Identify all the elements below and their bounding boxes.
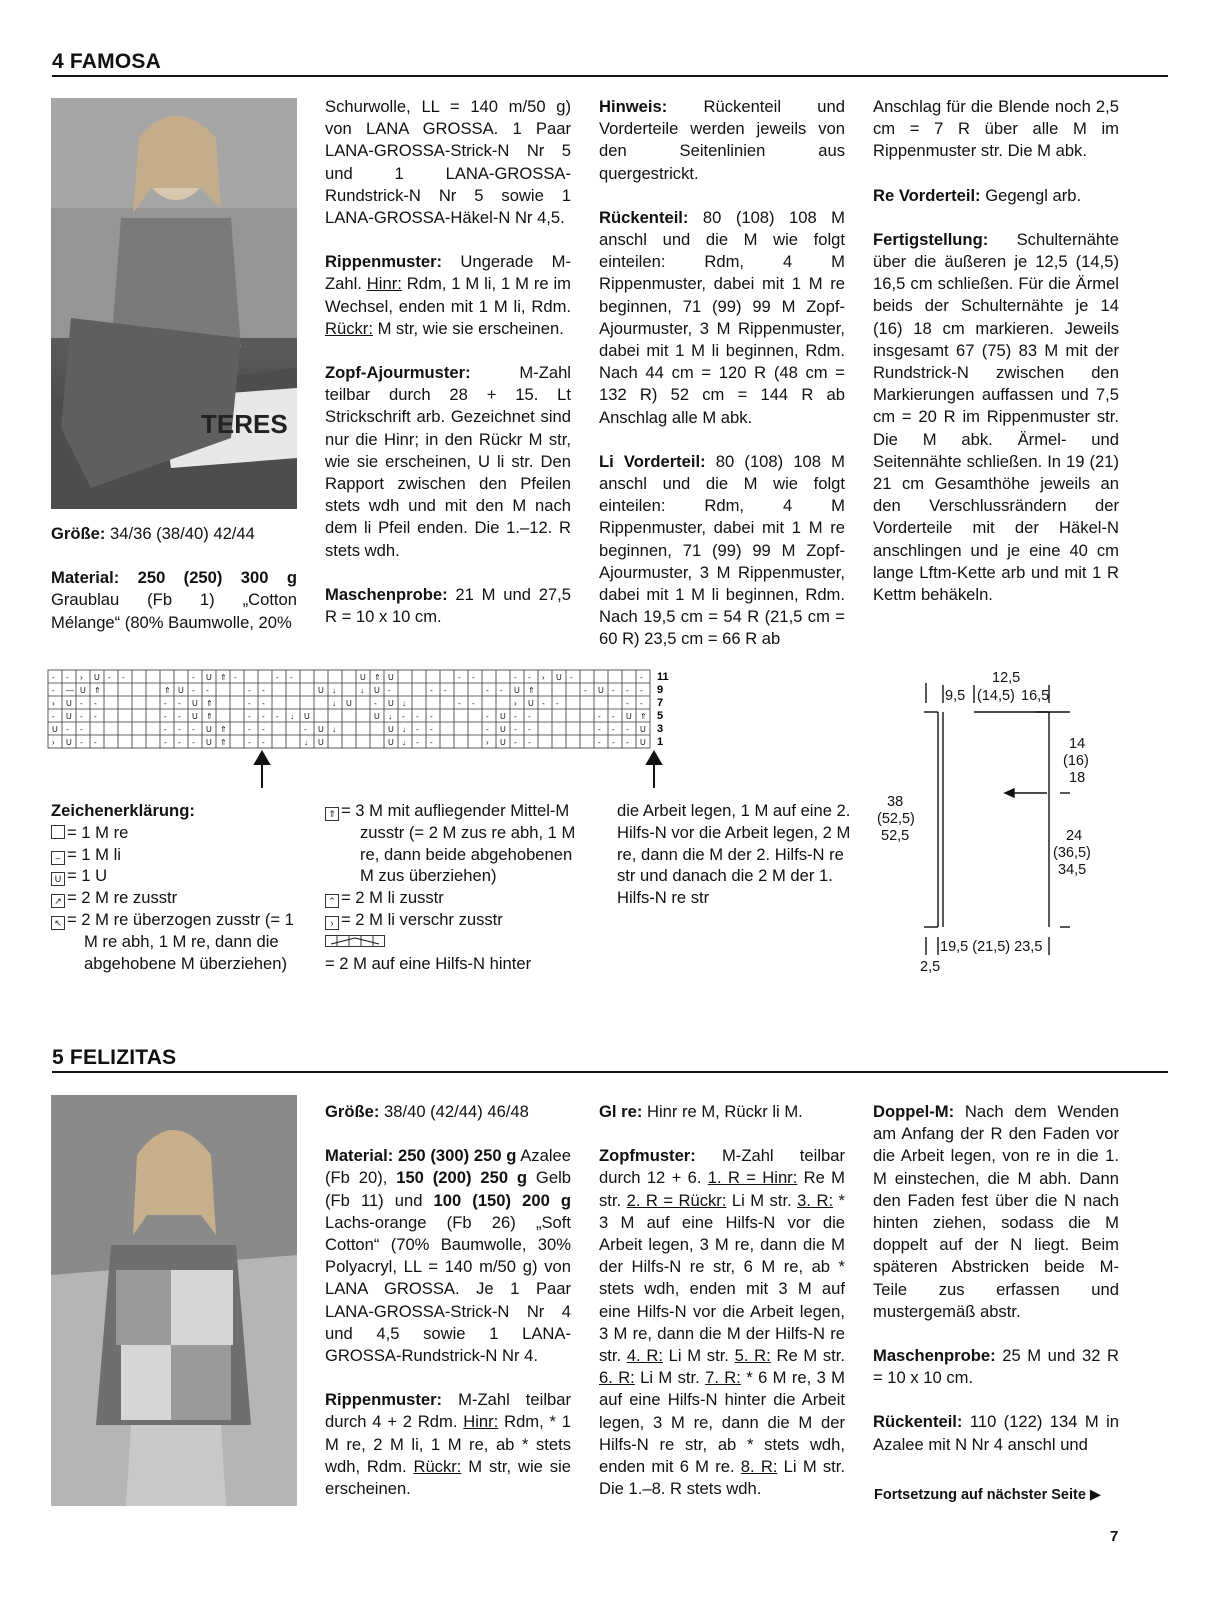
zopf-text: Li M str. <box>726 1190 798 1210</box>
rippen-label: Rippenmuster: <box>325 1390 443 1410</box>
chart-symbol: - <box>584 686 587 695</box>
chart-symbol: U <box>80 686 86 695</box>
hinr-label: Hinr: <box>463 1412 499 1432</box>
row-number: 11 <box>657 671 669 683</box>
k2tog-icon: ↗ <box>51 894 65 908</box>
zopf-text: Re M str. <box>599 1168 845 1210</box>
page-number: 7 <box>1110 1528 1119 1545</box>
chart-symbol: - <box>52 673 55 682</box>
chart-symbol: - <box>612 686 615 695</box>
chart-symbol: - <box>248 699 251 708</box>
chart-symbol: - <box>528 725 531 734</box>
chart-symbol: ↓ <box>402 738 406 747</box>
chart-symbol: - <box>94 712 97 721</box>
livt-text: 80 (108) 108 M anschl und die M wie folgt einteilen: Rdm, 4 M Rippenmuster, dabei mit 1 M re beginnen, 71 (99) 99 M Zopf-Ajourmuster, 3 M Rippenmuster, dabei mit 1 M li beginnen, Rdm. Nach 19,5 cm = 54 R (21,5 cm = 60 R) 23,5 cm = 66 R ab <box>599 451 845 649</box>
dim-top-total: 12,5 <box>992 670 1021 686</box>
legend-text: die Arbeit legen, 1 M auf eine 2. Hilfs-N vor die Arbeit legen, 2 M re, dann die M der 2. Hilfs-N re str und danach die 2 M der 1. Hilfs-N re str <box>617 801 851 908</box>
chart-symbol: - <box>262 699 265 708</box>
rippen-text: M str, wie sie erscheinen. <box>372 318 564 338</box>
chart-symbol: ↓ <box>332 699 336 708</box>
chart-symbol: - <box>486 725 489 734</box>
chart-symbol: U <box>500 712 506 721</box>
empty-square-icon <box>51 825 65 839</box>
row-number: 7 <box>657 697 664 709</box>
chart-symbol: ⇑ <box>164 686 171 695</box>
chart-symbol: - <box>94 699 97 708</box>
material-text: Gelb (Fb 11) und <box>325 1168 571 1210</box>
legend-item <box>325 931 585 953</box>
chart-symbol: ⇑ <box>206 699 213 708</box>
legend-text: = 2 M li zusstr <box>341 888 444 908</box>
chart-symbol: ⇑ <box>374 673 381 682</box>
ruecken-text: 80 (108) 108 M anschl und die M wie folgt einteilen: Rdm, 4 M Rippenmuster, dabei mit 1 M re beginnen, 71 (99) 99 M Zopf-Ajourmuster, 3 M Rippenmuster, dabei mit 1 M li beginnen, Rdm. Nach 44 cm = 120 R (48 cm = 132 R) 52 cm = 144 R ab Anschlag alle M abk. <box>599 207 845 427</box>
chart-symbol: U <box>192 712 198 721</box>
material-bold: 150 (200) 250 g <box>396 1168 528 1188</box>
chart-symbol: - <box>192 738 195 747</box>
felizitas-col3 <box>599 1101 845 1522</box>
legend-item <box>51 844 301 866</box>
legend-col2 <box>325 800 585 974</box>
zopf-text: M-Zahl teilbar durch 28 + 15. Lt Strickschrift arb. Gezeichnet sind nur die Hinr; in den Rückr M str, wie sie erscheinen, U li str. Den Rapport zwischen den Pfeilen stets wdh und mit den M nach dem li Pfeil enden. Die 1.–12. R stets wdh. <box>325 363 571 560</box>
hinweis-text: Rückenteil und Vorderteile werden jeweils von den Seitenlinien aus quergestrickt. <box>599 97 845 183</box>
groesse-label: Größe: <box>325 1102 380 1121</box>
chart-symbol: - <box>626 738 629 747</box>
chart-symbol: — <box>66 686 74 695</box>
chart-symbol: U <box>640 725 646 734</box>
dim-bottom-small: 2,5 <box>920 959 941 975</box>
u-square-icon: U <box>51 872 65 886</box>
chart-symbol: - <box>388 686 391 695</box>
chart-symbol: - <box>416 738 419 747</box>
chart-symbol: - <box>458 673 461 682</box>
chart-symbol: - <box>164 738 167 747</box>
chart-symbol: - <box>598 725 601 734</box>
row-label: 8. R: <box>740 1457 778 1477</box>
schematic-outline <box>924 683 1070 955</box>
row-label: 7. R: <box>705 1368 741 1388</box>
legend-item <box>51 865 301 887</box>
livt-label: Li Vorderteil: <box>599 451 706 471</box>
row-number: 1 <box>657 736 664 748</box>
chart-symbol: › <box>52 699 55 708</box>
revt-text: Gegengl arb. <box>980 185 1082 205</box>
material-label: Material: 250 (250) 300 g <box>51 568 297 588</box>
chart-symbol: - <box>458 699 461 708</box>
chart-symbol: - <box>528 673 531 682</box>
material-label: Material: 250 (300) 250 g <box>325 1146 517 1166</box>
row-label: 5. R: <box>734 1346 771 1366</box>
chart-symbol: ↓ <box>402 725 406 734</box>
chart-symbol: - <box>122 673 125 682</box>
photo-famosa <box>51 98 297 509</box>
chart-symbol: U <box>500 725 506 734</box>
felizitas-col4 <box>873 1101 1119 1478</box>
chart-symbol: - <box>500 686 503 695</box>
chart-symbol: - <box>626 699 629 708</box>
chart-symbol: - <box>66 673 69 682</box>
chart-symbol: ⇑ <box>220 725 227 734</box>
chart-symbol: - <box>80 699 83 708</box>
material-text: Azalee (Fb 20), <box>325 1146 571 1188</box>
row-label: 2. R = Rückr: <box>626 1190 727 1210</box>
chart-symbol: - <box>206 686 209 695</box>
legend-text: = 1 M li <box>67 844 121 864</box>
cdd-icon: ⇑ <box>325 807 339 821</box>
chart-symbol: U <box>66 712 72 721</box>
chart-symbol: - <box>472 699 475 708</box>
legend-title: Zeichenerklärung: <box>51 801 195 820</box>
fertig-text: Schulternähte über die äußeren je 12,5 (14,5) 16,5 cm schließen. Für die Ärmel beids der Schulternähte je 14 (16) 18 cm markieren. Jeweils insgesamt 67 (75) 83 M mit der Rundstrick-N zwischen den Markierungen auffassen und 7,5 cm = 20 R im Rippenmuster str. Die M abk. Ärmel- und Seitennähte schließen. In 19 (21) 21 cm Gesamthöhe jeweils an den Verschlussrändern der Vorderteile mit der Häkel-N anschlingen und je eine 40 cm lange Lftm-Kette arb und mit 1 R Kettm behäkeln. <box>873 229 1119 605</box>
legend-item <box>51 822 301 844</box>
chart-symbol: - <box>262 712 265 721</box>
dim-right-bottom: 24 <box>1066 828 1083 844</box>
chart-symbol: - <box>52 686 55 695</box>
hinr-label: Hinr: <box>366 274 402 294</box>
chart-symbol: U <box>360 673 366 682</box>
row-number: 9 <box>657 684 664 696</box>
chart-symbol: - <box>262 686 265 695</box>
chart-symbol: - <box>402 712 405 721</box>
chart-symbol: - <box>164 712 167 721</box>
legend-text: = 2 M auf eine Hilfs-N hinter <box>325 953 532 973</box>
rippen-text: M str, wie sie erscheinen. <box>325 1456 571 1499</box>
zopf-text: Re M str. <box>770 1346 846 1366</box>
chart-symbol: ↓ <box>360 686 364 695</box>
chart-symbol: - <box>486 686 489 695</box>
chart-symbol: - <box>262 725 265 734</box>
chart-symbol: U <box>598 686 604 695</box>
zopf-text: * 6 M re, 3 M auf eine Hilfs-N hinter die Arbeit legen, 3 M re, dann die M der Hilfs-N re str, ab * stets wdh, enden mit 6 M re. <box>599 1368 845 1477</box>
legend-text: = 1 U <box>67 866 108 886</box>
chart-symbol: - <box>416 725 419 734</box>
legend-item <box>51 887 301 909</box>
legend-text: = 2 M re überzogen zusstr (= 1 M re abh, 1 M re, dann die abgehobene M überziehen) <box>67 909 294 973</box>
chart-symbol: - <box>66 725 69 734</box>
groesse-value: 34/36 (38/40) 42/44 <box>105 524 255 543</box>
chart-symbol: ↓ <box>388 712 392 721</box>
zopf-text: * 3 M auf eine Hilfs-N vor die Arbeit legen, 3 M re, dann die M der Hilfs-N re str, 6 M re, ab * stets wdh, enden mit 3 M auf eine Hilfs-N vor die Arbeit legen, 3 M re, dann die M der Hilfs-N re str. <box>599 1190 845 1366</box>
chart-symbol: - <box>248 725 251 734</box>
chart-symbol: - <box>178 712 181 721</box>
chart-symbol: - <box>248 686 251 695</box>
chart-symbol: U <box>374 686 380 695</box>
p2tog-tbl-icon: › <box>325 916 339 930</box>
chart-symbol: - <box>164 699 167 708</box>
zopf-label: Zopfmuster: <box>599 1146 696 1166</box>
chart-symbol: - <box>640 673 643 682</box>
chart-symbol: U <box>500 738 506 747</box>
section-title-famosa: 4 FAMOSA <box>52 50 161 73</box>
chart-symbol: U <box>206 725 212 734</box>
chart-symbol: ↓ <box>304 738 308 747</box>
chart-symbol: - <box>276 673 279 682</box>
dim-bottom-main: 19,5 (21,5) 23,5 <box>940 939 1043 955</box>
chart-symbol: - <box>94 738 97 747</box>
legend-text: = 2 M li verschr zusstr <box>341 909 503 929</box>
chart-symbol: U <box>192 699 198 708</box>
probe-label: Maschenprobe: <box>873 1346 996 1366</box>
chart-symbol: U <box>304 712 310 721</box>
chart-symbol: U <box>388 725 394 734</box>
probe-label: Maschenprobe: <box>325 584 448 604</box>
chart-symbol: - <box>108 673 111 682</box>
chart-symbol: ⇑ <box>220 673 227 682</box>
chart-symbol: - <box>80 712 83 721</box>
chart-symbol: - <box>416 712 419 721</box>
chart-symbol: - <box>276 712 279 721</box>
chart-symbol: - <box>626 686 629 695</box>
zopf-text: Li M str. Die 1.–8. R stets wdh. <box>599 1457 845 1499</box>
row-label: 6. R: <box>599 1368 635 1388</box>
chart-symbol: U <box>318 725 324 734</box>
doppel-label: Doppel-M: <box>873 1102 955 1121</box>
knitting-chart <box>46 668 686 793</box>
zopf-label: Zopf-Ajourmuster: <box>325 363 471 383</box>
chart-symbol: U <box>52 725 58 734</box>
fertig-label: Fertigstellung: <box>873 229 989 249</box>
chart-symbol: - <box>304 725 307 734</box>
photo-felizitas <box>51 1095 297 1506</box>
legend-item <box>325 909 585 931</box>
famosa-col1 <box>51 523 297 656</box>
chart-symbol: - <box>430 712 433 721</box>
dim-right-top: 14 <box>1069 736 1086 752</box>
continue-note[interactable]: Fortsetzung auf nächster Seite ▶ <box>874 1487 1102 1503</box>
chart-symbol: ↓ <box>332 686 336 695</box>
chart-symbol: - <box>528 712 531 721</box>
photo-famosa-illustration <box>51 98 297 509</box>
chart-symbol: - <box>640 686 643 695</box>
chart-symbol: - <box>430 738 433 747</box>
chart-symbol: ↓ <box>402 699 406 708</box>
chart-symbol: - <box>612 712 615 721</box>
chart-symbol: U <box>528 699 534 708</box>
chart-symbol: - <box>542 699 545 708</box>
chart-symbol: - <box>234 673 237 682</box>
chart-symbol: U <box>206 738 212 747</box>
legend-col1 <box>51 800 301 974</box>
section-title-felizitas: 5 FELIZITAS <box>52 1046 177 1069</box>
probe-text: 21 M und 27,5 R = 10 x 10 cm. <box>325 584 571 627</box>
chart-symbol: - <box>164 725 167 734</box>
rueckr-label: Rückr: <box>413 1456 462 1476</box>
chart-symbol: ⇑ <box>640 712 647 721</box>
legend-text: = 3 M mit aufliegender Mittel-M zusstr (= 2 M zus re abh, 1 M re, dann beide abgehobenen M zus überziehen) <box>341 801 576 886</box>
dim-left: 52,5 <box>881 828 910 844</box>
ruecken-text: 110 (122) 134 M in Azalee mit N Nr 4 anschl und <box>873 1412 1119 1454</box>
garment-schematic <box>860 665 1130 985</box>
chart-symbol: - <box>192 686 195 695</box>
chart-symbol: U <box>206 673 212 682</box>
dim-top-seg2: (14,5) <box>977 688 1015 704</box>
chart-symbol: U <box>556 673 562 682</box>
chart-symbol: U <box>388 699 394 708</box>
chart-symbol: ⇑ <box>220 738 227 747</box>
rueckr-label: Rückr: <box>325 318 373 338</box>
chart-symbol: - <box>486 712 489 721</box>
chart-symbol: - <box>598 712 601 721</box>
chart-symbol: U <box>346 699 352 708</box>
chart-symbol: ↓ <box>332 725 336 734</box>
chart-symbol: - <box>178 699 181 708</box>
schematic-arrow <box>1005 789 1047 797</box>
cable-icon <box>325 935 385 947</box>
dim-top-seg1: 9,5 <box>945 688 966 704</box>
dim-left: 38 <box>887 794 904 810</box>
chart-symbol: - <box>514 712 517 721</box>
chart-symbol: U <box>640 738 646 747</box>
chart-symbol: - <box>640 699 643 708</box>
chart-symbol: U <box>388 673 394 682</box>
chart-symbol: - <box>248 738 251 747</box>
hinweis-label: Hinweis: <box>599 97 668 116</box>
chart-symbol: › <box>514 699 517 708</box>
chart-symbol: - <box>262 738 265 747</box>
legend-col3 <box>617 800 852 909</box>
legend-item <box>325 953 585 975</box>
row-label: 4. R: <box>626 1346 663 1366</box>
famosa-col3 <box>599 96 845 673</box>
chart-symbol: U <box>374 712 380 721</box>
chart-symbol: - <box>178 725 181 734</box>
dim-left: (52,5) <box>877 811 915 827</box>
chart-symbol: - <box>52 712 55 721</box>
chart-symbol: - <box>192 673 195 682</box>
legend-text: = 2 M re zusstr <box>67 888 178 908</box>
zopf-text: Li M str. <box>662 1346 735 1366</box>
chart-symbol: - <box>248 712 251 721</box>
material-bold: 100 (150) 200 g <box>433 1190 571 1210</box>
chart-symbol: - <box>444 686 447 695</box>
chart-symbol: ⇑ <box>94 686 101 695</box>
chart-symbol: - <box>514 725 517 734</box>
chart-symbol: - <box>514 738 517 747</box>
chart-symbol: - <box>472 673 475 682</box>
chart-symbol: U <box>318 738 324 747</box>
chart-symbol: - <box>556 699 559 708</box>
row-label: 3. R: <box>797 1190 834 1210</box>
chart-symbol: U <box>514 686 520 695</box>
chart-symbol: U <box>318 686 324 695</box>
material-text: Lachs-orange (Fb 26) „Soft Cotton“ (70% Baumwolle, 30% Polyacryl, LL = 140 m/50 g) von LANA GROSSA. Je 1 Paar LANA-GROSSA-Strick-N Nr 4 und 4,5 sowie 1 LANA-GROSSA-Rundstrick-N Nr 4. <box>325 1212 571 1366</box>
chart-symbol: - <box>570 673 573 682</box>
dim-right-top: (16) <box>1063 753 1089 769</box>
revt-label: Re Vorderteil: <box>873 185 981 205</box>
chart-symbol: - <box>528 738 531 747</box>
rippen-label: Rippenmuster: <box>325 252 443 272</box>
row-number: 5 <box>657 710 664 722</box>
chart-symbol: ↓ <box>290 712 294 721</box>
rippen-text: M-Zahl teilbar durch 4 + 2 Rdm. <box>325 1390 571 1432</box>
material-cont: Schurwolle, LL = 140 m/50 g) von LANA GROSSA. 1 Paar LANA-GROSSA-Strick-N Nr 5 und 1 LANA-GROSSA-Rundstrick-N Nr 5 sowie 1 LANA-GROSSA-Häkel-N Nr 4,5. <box>325 97 571 228</box>
zopf-text: Li M str. <box>634 1368 706 1388</box>
chart-symbol: U <box>66 699 72 708</box>
p2tog-icon: ⌃ <box>325 894 339 908</box>
chart-symbol: - <box>80 738 83 747</box>
glre-text: Hinr re M, Rückr li M. <box>642 1102 803 1121</box>
chart-symbol: ⇑ <box>528 686 535 695</box>
chart-symbol: › <box>486 738 489 747</box>
dim-top-seg3: 16,5 <box>1021 688 1050 704</box>
chart-symbol: - <box>430 686 433 695</box>
livt-cont: Anschlag für die Blende noch 2,5 cm = 7 R über alle M im Rippenmuster str. Die M abk. <box>873 97 1119 161</box>
chart-symbol: › <box>542 673 545 682</box>
famosa-col4 <box>873 96 1119 628</box>
chart-symbol: - <box>626 725 629 734</box>
doppel-text: Nach dem Wenden am Anfang der R den Faden vor die Arbeit legen, von re in die 1. M einstechen, die M abh. Dann den Faden fest über die N nach hinten ziehen, sodass die M doppelt auf der N liegt. Beim späteren Abstricken beide M-Teile zus erfassen und mustergemäß abstr. <box>873 1102 1119 1321</box>
dash-square-icon: – <box>51 851 65 865</box>
ruecken-label: Rückenteil: <box>873 1412 963 1432</box>
dim-right-bottom: (36,5) <box>1053 845 1091 861</box>
dim-right-bottom: 34,5 <box>1058 862 1087 878</box>
dim-right-top: 18 <box>1069 770 1086 786</box>
chart-symbol: - <box>598 738 601 747</box>
chart-symbol: - <box>612 725 615 734</box>
groesse-value: 38/40 (42/44) 46/48 <box>379 1102 529 1121</box>
groesse-label: Größe: <box>51 524 106 543</box>
section-rule <box>52 75 1168 77</box>
chart-symbol: U <box>94 673 100 682</box>
chart-symbol: - <box>612 738 615 747</box>
chart-symbol: - <box>192 725 195 734</box>
legend-item <box>51 909 301 974</box>
row-label: 1. R = Hinr: <box>707 1168 798 1188</box>
glre-label: Gl re: <box>599 1102 643 1121</box>
chart-symbol: - <box>178 738 181 747</box>
boat-text: TERES <box>201 409 288 439</box>
chart-row-numbers <box>657 671 669 748</box>
chart-symbol: ⇑ <box>206 712 213 721</box>
chart-symbol: - <box>514 673 517 682</box>
chart-symbol: - <box>374 699 377 708</box>
legend-item <box>325 887 585 909</box>
section-rule <box>52 1071 1168 1073</box>
legend-item <box>325 800 585 887</box>
chart-symbol: U <box>66 738 72 747</box>
probe-text: 25 M und 32 R = 10 x 10 cm. <box>873 1346 1119 1388</box>
rippen-text: Ungerade M-Zahl. <box>325 252 571 294</box>
felizitas-col2 <box>325 1101 571 1522</box>
chart-symbol: - <box>80 725 83 734</box>
repeat-arrow-left <box>255 752 269 788</box>
chart-symbol: › <box>52 738 55 747</box>
photo-felizitas-illustration <box>51 1095 297 1506</box>
chart-symbol: U <box>178 686 184 695</box>
ruecken-label: Rückenteil: <box>599 207 689 227</box>
chart-symbol: - <box>290 673 293 682</box>
chart-symbol: U <box>626 712 632 721</box>
rippen-text: Rdm, * 1 M re, 2 M li, 1 M re, ab * stets wdh, Rdm. <box>325 1412 571 1476</box>
chart-symbol: U <box>388 738 394 747</box>
ssk-icon: ↖ <box>51 916 65 930</box>
famosa-col2 <box>325 96 571 650</box>
chart-symbol: - <box>430 725 433 734</box>
repeat-arrow-right <box>647 752 661 788</box>
material-text: Graublau (Fb 1) „Cotton Mélange“ (80% Baumwolle, 20% <box>51 590 297 632</box>
chart-symbol: › <box>80 673 83 682</box>
row-number: 3 <box>657 723 664 735</box>
legend-text: = 1 M re <box>67 822 129 842</box>
zopf-text: M-Zahl teilbar durch 12 + 6. <box>599 1146 845 1188</box>
rippen-text: Rdm, 1 M li, 1 M re im Wechsel, enden mit 1 M li, Rdm. <box>325 274 571 316</box>
